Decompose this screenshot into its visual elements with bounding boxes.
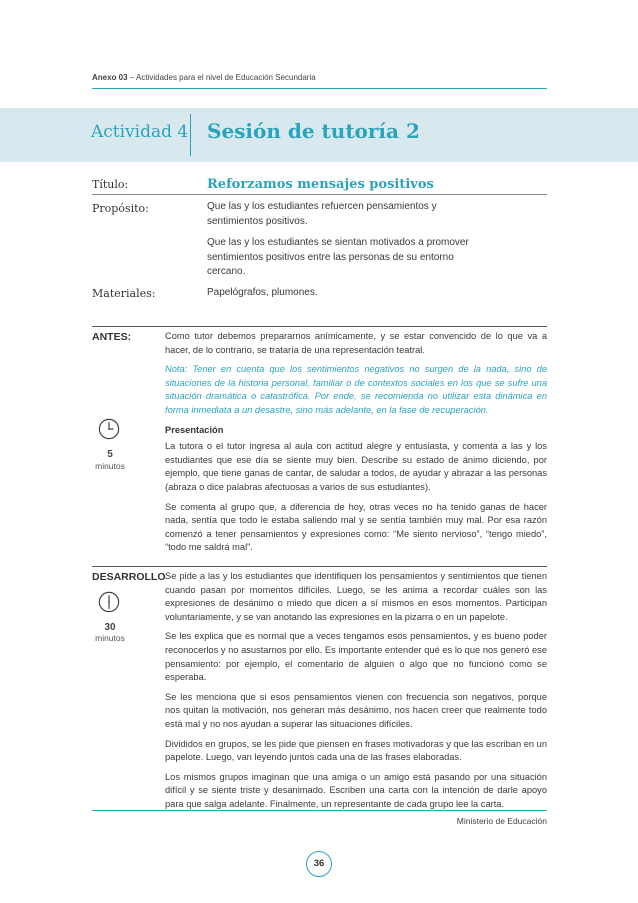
antes-paragraph: Como tutor debemos prepararnos anímicamente, y se estar convencido de lo que va a hacer, de lo contrario, se trataría de una representación teatral. xyxy=(165,331,547,355)
desarrollo-body xyxy=(165,570,547,818)
clock-icon xyxy=(98,418,120,440)
ministry-name: Ministerio de Educación xyxy=(456,816,547,826)
desarrollo-label: DESARROLLO xyxy=(92,571,166,583)
footer-rule xyxy=(92,810,547,811)
titulo-value: Reforzamos mensajes positivos xyxy=(207,177,434,192)
desarrollo-rule xyxy=(92,566,547,567)
antes-body xyxy=(165,330,547,561)
presentacion-paragraph-2: Se comenta al grupo que, a diferencia de hoy, otras veces no ha tenido ganas de hacer nada, sentía que todo le estaba saliendo mal y se sentía también muy mal. Por esa razón comenzó a tener pensamientos y expresiones como: “Me siento nervioso”, “tengo miedo”, “todo me saldrá mal”. xyxy=(165,501,547,553)
antes-rule xyxy=(92,326,547,327)
proposito-label: Propósito: xyxy=(92,202,149,215)
time-unit: minutos xyxy=(95,461,125,471)
time-value: 30 xyxy=(104,622,116,633)
activity-banner xyxy=(0,108,638,162)
header-rule xyxy=(92,88,547,89)
presentacion-paragraph-1: La tutora o el tutor ingresa al aula con actitud alegre y entusiasta, y comenta a las y los estudiantes que ese día se siente muy bien. Describe su estado de ánimo diciendo, por ejemplo, que tiene ganas de cantar, de saludar a todos, de ayudar y abrazar a las personas (abraza o dice palabras afectuosas a varios de sus estudiantes). xyxy=(165,441,547,492)
page-number: 36 xyxy=(306,851,332,877)
session-title: Sesión de tutoría 2 xyxy=(207,119,420,143)
titulo-label: Título: xyxy=(92,178,129,191)
banner-divider xyxy=(190,114,191,156)
time-value: 5 xyxy=(107,449,113,460)
annex-description: – Actividades para el nivel de Educación Secundaria xyxy=(127,73,316,82)
proposito-1: Que las y los estudiantes refuercen pensamientos y sentimientos positivos. xyxy=(207,201,437,227)
annex-number: Anexo 03 xyxy=(92,73,128,82)
desarrollo-paragraph-5: Los mismos grupos imaginan que una amiga o un amigo está pasando por una situación difícil y se siente triste y desanimado. Escriben una carta con la intención de darle apoyo para que salga adelante. Finalmente, un representante de cada grupo lee la carta. xyxy=(165,771,547,809)
desarrollo-paragraph-4: Divididos en grupos, se les pide que piensen en frases motivadoras y que las escriban en un papelote. Luego, van leyendo juntos cada una de las frases elaboradas. xyxy=(165,738,547,763)
desarrollo-paragraph-1: Se pide a las y los estudiantes que identifiquen los pensamientos y sentimientos que tienen cuando pasan por momentos difíciles. Luego, se les anima a recordar cuáles son las expresiones de desánimo o miedo que dicen a sí mismos en esos momentos. Participan voluntariamente, y se van anotando las expresiones en la pizarra o en un papelote. xyxy=(165,571,547,622)
antes-note: Nota: Tener en cuenta que los sentimientos negativos no surgen de la nada, sino de situaciones de la historia personal, familiar o de contextos sociales en los que se sufre una situación dramática o catastrófica. Por ende, se recomienda no utilizar esta dinámica en forma inmediata a un desastre, sino más adelante, en la fase de recuperación. xyxy=(165,364,547,415)
desarrollo-paragraph-2: Se les explica que es normal que a veces tengamos esos pensamientos, y es bueno poder reconocerlos y no asustarnos por ello. Es importante entender qué es lo que nos generó ese pensamiento: por ejemplo, el comentario de alguien o algo que no funcionó como se esperaba. xyxy=(165,631,547,683)
running-header xyxy=(92,73,316,82)
presentacion-heading: Presentación xyxy=(165,424,224,435)
activity-number: Actividad 4 xyxy=(91,122,189,142)
proposito-2: Que las y los estudiantes se sientan motivados a promover sentimientos positivos entre las personas de su entorno cercano. xyxy=(207,237,469,277)
antes-label: ANTES: xyxy=(92,331,132,343)
desarrollo-paragraph-3: Se les menciona que si esos pensamientos vienen con frecuencia son negativos, porque nos quitan la motivación, nos generan más desánimo, nos hacen creer que realmente todo está mal y no nos ayudan a superar las situaciones difíciles. xyxy=(165,691,547,729)
clock-icon xyxy=(98,591,120,613)
time-unit: minutos xyxy=(95,633,125,643)
titulo-rule xyxy=(92,194,547,195)
materiales-value: Papelógrafos, plumones. xyxy=(207,287,318,298)
materiales-label: Materiales: xyxy=(92,287,156,300)
